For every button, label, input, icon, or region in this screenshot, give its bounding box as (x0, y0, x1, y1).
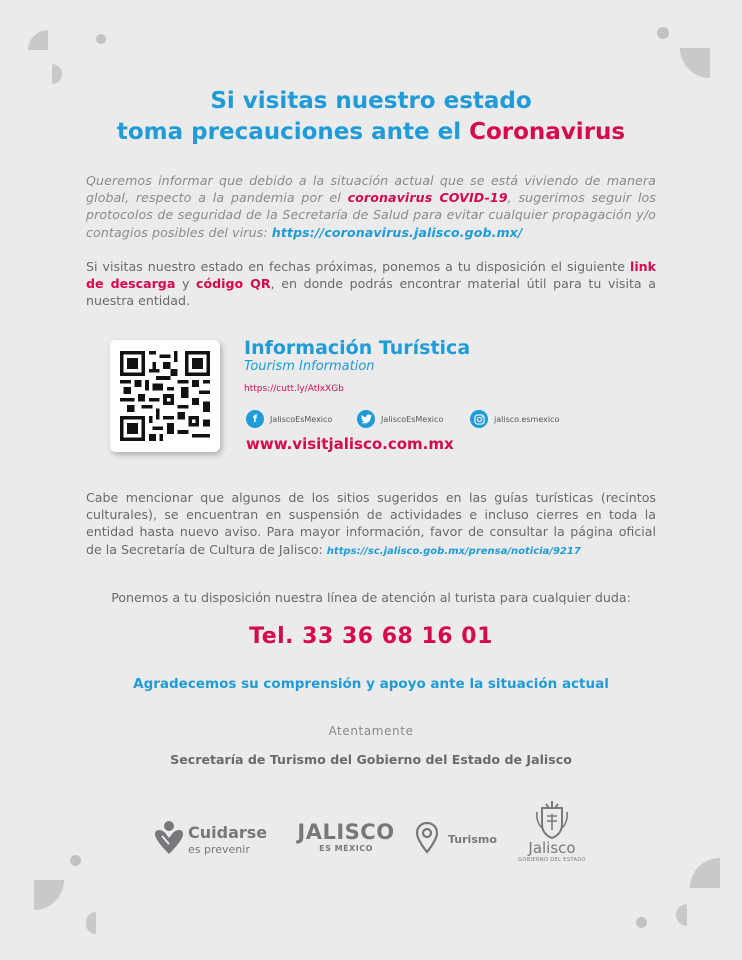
qr-code-text: código QR (196, 276, 271, 292)
jalisco-gov-text: Jalisco (528, 839, 576, 857)
qr-code-icon (120, 350, 210, 442)
thanks-message: Agradecemos su comprensión y apoyo ante la situación actual (133, 676, 609, 692)
location-pin-icon (416, 822, 438, 854)
title-line-2-prefix: toma precauciones ante el (116, 119, 470, 145)
visit-text-2: , en donde podrás encontrar material útil para tu visita a nuestra entidad. (86, 276, 656, 309)
title-line-2 (0, 117, 742, 148)
turismo-logo (416, 822, 506, 858)
facebook-link[interactable] (246, 410, 332, 428)
signature-text: Secretaría de Turismo del Gobierno del Estado de Jalisco (170, 752, 572, 767)
cuidarse-text: Cuidarse (188, 823, 268, 842)
corner-shape-top-left (28, 30, 48, 50)
intro-paragraph (86, 172, 656, 241)
jalisco-es-mexico-logo (296, 820, 396, 860)
coronavirus-link[interactable]: https://coronavirus.jalisco.gob.mx/ (271, 224, 523, 240)
turismo-text: Turismo (448, 833, 497, 846)
phone-number[interactable]: Tel. 33 36 68 16 01 (249, 624, 493, 649)
instagram-link[interactable] (470, 410, 559, 428)
cuidarse-subtext: es prevenir (188, 843, 250, 856)
decor-dot (636, 917, 647, 928)
regards-text: Atentamente (328, 724, 414, 738)
title-line-1: Si visitas nuestro estado (210, 88, 532, 114)
tourism-info-subtitle: Tourism Information (244, 359, 375, 374)
corner-shape-bottom-right (690, 858, 720, 888)
twitter-icon (357, 410, 375, 428)
heart-hands-icon (154, 820, 184, 856)
corner-shape-bottom-left (34, 880, 64, 910)
culture-note-text: Cabe mencionar que algunos de los sitios sugeridos en las guías turísticas (recintos culturales), se encuentran en suspensión de actividades e incluso cierres en toda la entidad hasta nuevo aviso. Para mayor información, favor de consultar la página oficial de la Secretaría de Cultura de Jalisco: (86, 490, 656, 557)
corner-shape-bottom-right-half (676, 904, 687, 926)
qr-code-card[interactable] (110, 340, 220, 452)
corner-shape-top-right (680, 48, 710, 78)
twitter-link[interactable] (357, 410, 443, 428)
visit-connector: y (175, 276, 197, 292)
twitter-handle: JaliscoEsMexico (381, 414, 444, 424)
intro-highlight: coronavirus COVID-19 (347, 190, 508, 206)
corner-shape-bottom-left-half (86, 912, 96, 934)
decor-dot (96, 34, 106, 44)
culture-link[interactable]: https://sc.jalisco.gob.mx/prensa/noticia/9217 (326, 545, 581, 557)
facebook-icon: f (246, 410, 264, 428)
facebook-handle: JaliscoEsMexico (270, 414, 333, 424)
decor-dot (70, 855, 81, 866)
culture-note-paragraph (86, 489, 656, 560)
contact-line: Ponemos a tu disposición nuestra línea de atención al turista para cualquier duda: (111, 590, 631, 605)
decor-dot (657, 27, 669, 39)
intro-text-2: , sugerimos seguir los protocolos de seguridad de la Secretaría de Salud para evitar cualquier propagación y/o contagios posibles del virus: (86, 190, 657, 240)
instagram-handle: jalisco.esmexico (494, 414, 560, 424)
download-link-text: link de descarga (86, 259, 656, 292)
intro-text-1: Queremos informar que debido a la situación actual que se está viviendo de manera global, respecto a la pandemia por el (86, 173, 656, 206)
coat-of-arms-icon (535, 800, 569, 840)
jalisco-es-mexico-text: JALISCO (297, 820, 395, 844)
cuidarse-logo (154, 818, 284, 858)
title-highlight: Coronavirus (469, 119, 626, 145)
tourism-short-link[interactable]: https://cutt.ly/AtlxXGb (244, 384, 344, 394)
visit-text-1: Si visitas nuestro estado en fechas próximas, ponemos a tu disposición el siguiente (86, 259, 631, 274)
page-title (0, 86, 742, 148)
corner-shape-top-left-half (52, 64, 62, 84)
instagram-icon (470, 410, 488, 428)
jalisco-es-mexico-subtext: ES MÉXICO (319, 844, 373, 853)
website-link[interactable]: www.visitjalisco.com.mx (246, 435, 454, 453)
visit-paragraph (86, 258, 656, 310)
jalisco-government-logo (512, 800, 592, 872)
jalisco-gov-subtext: GOBIERNO DEL ESTADO (518, 857, 586, 863)
tourism-info-title: Información Turística (244, 337, 471, 359)
